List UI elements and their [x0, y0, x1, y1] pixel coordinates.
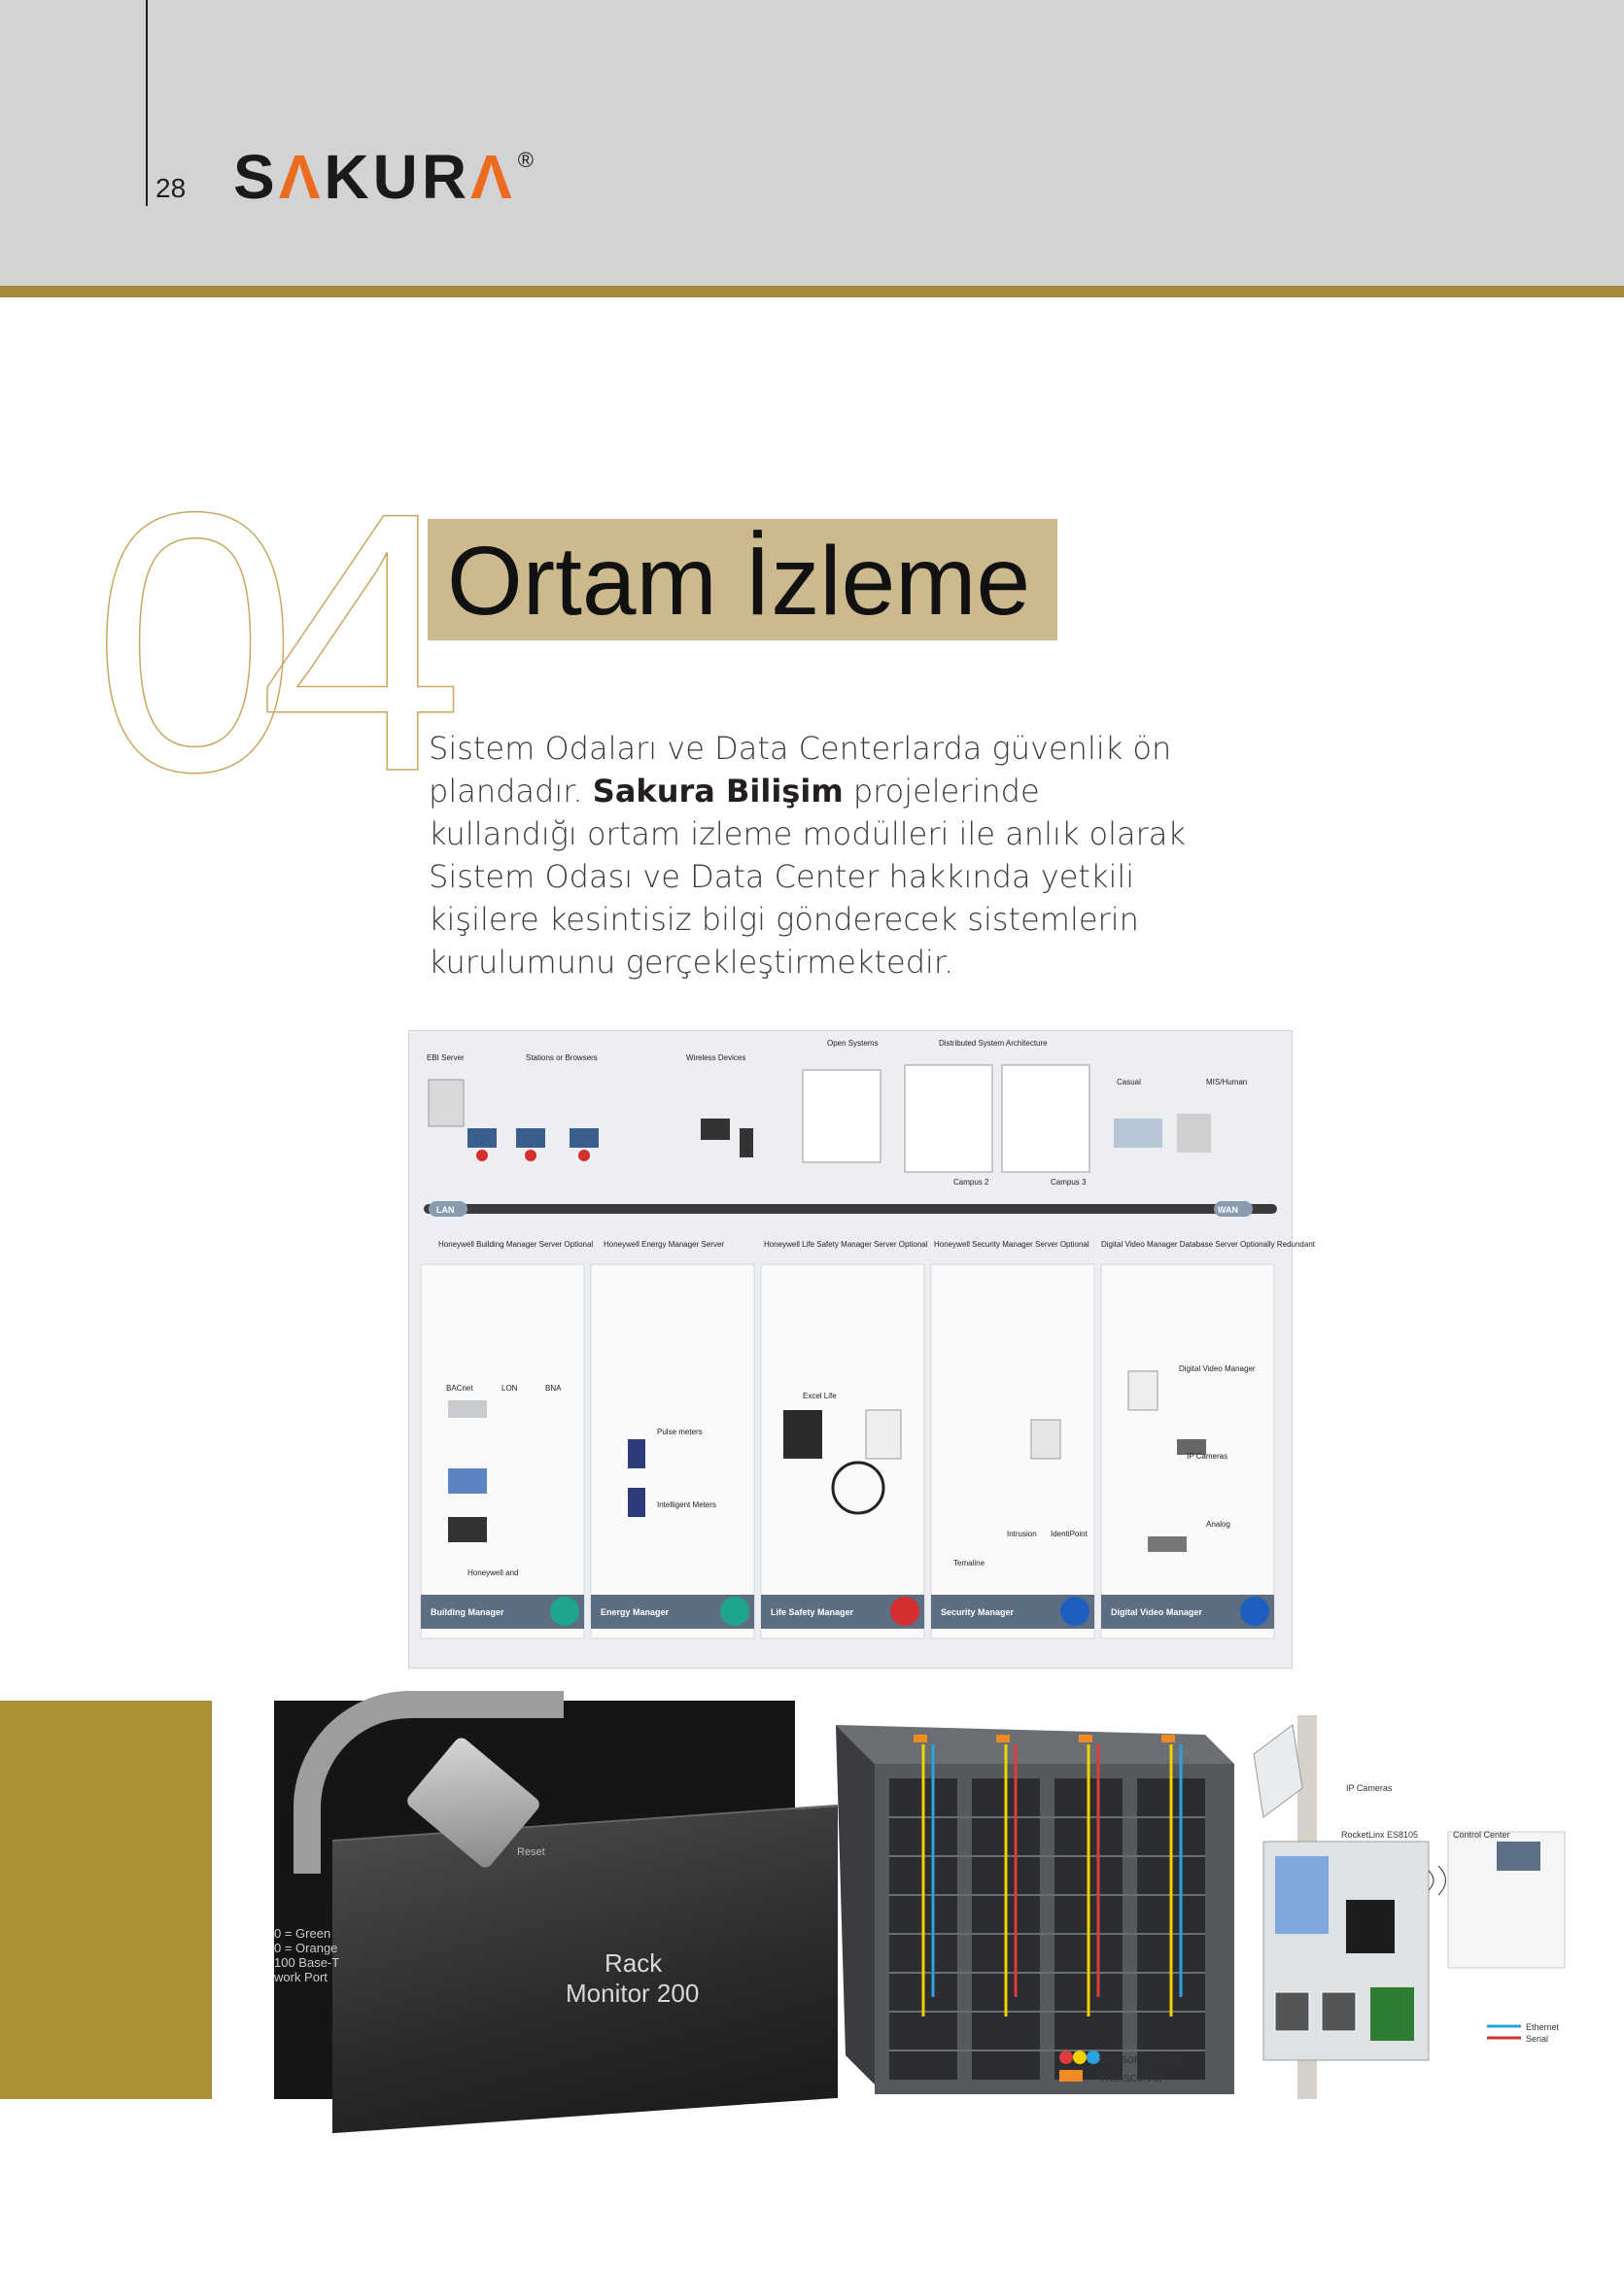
- label-campus3: Campus 3: [1051, 1178, 1087, 1187]
- module-columns: [421, 1264, 1274, 1638]
- photo-label-rack: Rack: [605, 1948, 663, 1978]
- header-gold-rule: [0, 286, 1624, 297]
- page-number: 28: [155, 173, 187, 203]
- label-ethernet: Ethernet: [1526, 2022, 1560, 2032]
- panel-intelligent: Intelligent Meters: [657, 1500, 716, 1509]
- label-ip-cameras: IP Cameras: [1346, 1783, 1393, 1793]
- panel-pulse: Pulse meters: [657, 1428, 703, 1436]
- panel-analog: Analog: [1206, 1520, 1230, 1529]
- module-energy: Energy Manager: [601, 1607, 670, 1617]
- module-lifesafety: Life Safety Manager: [771, 1607, 854, 1617]
- bus-lan: LAN: [436, 1205, 455, 1215]
- panel-intrusion: Intrusion: [1007, 1530, 1037, 1538]
- panel-bacnet: BACnet: [446, 1384, 473, 1393]
- registered-mark: ®: [517, 148, 537, 172]
- module-video: Digital Video Manager: [1111, 1607, 1202, 1617]
- bus-wan: WAN: [1218, 1205, 1238, 1215]
- label-mis: MIS/Human: [1206, 1078, 1248, 1086]
- gold-accent-block: [0, 1701, 212, 2099]
- label-distributed: Distributed System Architecture: [939, 1039, 1048, 1048]
- section-body: [429, 727, 1187, 983]
- body-brand: Sakura Bilişim: [592, 773, 844, 810]
- label-control-center: Control Center: [1453, 1830, 1510, 1840]
- server-5: Digital Video Manager Database Server Optionally Redundant: [1101, 1240, 1315, 1249]
- server-2: Honeywell Energy Manager Server: [604, 1240, 725, 1249]
- label-casual: Casual: [1117, 1078, 1141, 1086]
- body-pre: Sistem Odaları ve Data Centerlarda güvenlik ön plandadır.: [429, 730, 1172, 810]
- legend-transceiver: Transceiver: [1098, 2070, 1164, 2084]
- server-4: Honeywell Security Manager Server Optional: [934, 1240, 1089, 1249]
- rack-monitor-photo: [274, 1701, 795, 2099]
- photo-reset-label: Reset: [517, 1846, 545, 1858]
- section-number: 04: [92, 435, 426, 848]
- photo-port-labels: 0 = Green 0 = Orange 100 Base-T work Port: [274, 1926, 340, 1984]
- label-open: Open Systems: [827, 1039, 879, 1048]
- panel-dvm: Digital Video Manager: [1179, 1364, 1256, 1373]
- panel-ipcam: IP Cameras: [1187, 1452, 1228, 1461]
- module-building: Building Manager: [431, 1607, 504, 1617]
- label-stations: Stations or Browsers: [526, 1053, 598, 1062]
- panel-lon: LON: [501, 1384, 518, 1393]
- label-ebi: EBI Server: [427, 1053, 465, 1062]
- panel-excel: Excel Life: [803, 1392, 837, 1400]
- panel-identipoint: IdentiPoint: [1051, 1530, 1088, 1538]
- label-device: RocketLinx ES8105: [1341, 1830, 1419, 1840]
- monitoring-system-illustration: [1254, 1715, 1579, 2099]
- rack-sensor-illustration: [816, 1706, 1244, 2104]
- label-wireless: Wireless Devices: [686, 1053, 746, 1062]
- body-post: projelerinde kullandığı ortam izleme modülleri ile anlık olarak Sistem Odası ve Data Center hakkında yetkili kişilere kesintisiz bilgi gönderecek sistemlerin kurulumunu gerçekleştirmektedir.: [429, 773, 1186, 981]
- photo-label-model: Monitor 200: [566, 1979, 700, 2008]
- server-3: Honeywell Life Safety Manager Server Optional: [764, 1240, 928, 1249]
- label-serial: Serial: [1526, 2034, 1549, 2044]
- server-1: Honeywell Building Manager Server Optional: [438, 1240, 594, 1249]
- panel-temaline: Temaline: [953, 1559, 985, 1568]
- module-security: Security Manager: [941, 1607, 1015, 1617]
- legend-sensor-probes: Sensor Probes: [1098, 2051, 1182, 2066]
- honeywell-architecture-diagram: [408, 1030, 1315, 1669]
- header-divider: [146, 0, 148, 206]
- panel-honeywell: Honeywell and: [467, 1568, 519, 1577]
- sakura-logo: SΛKURΛ®: [233, 142, 537, 212]
- panel-bna: BNA: [545, 1384, 562, 1393]
- section-title: Ortam İzleme: [447, 527, 1031, 636]
- label-campus2: Campus 2: [953, 1178, 989, 1187]
